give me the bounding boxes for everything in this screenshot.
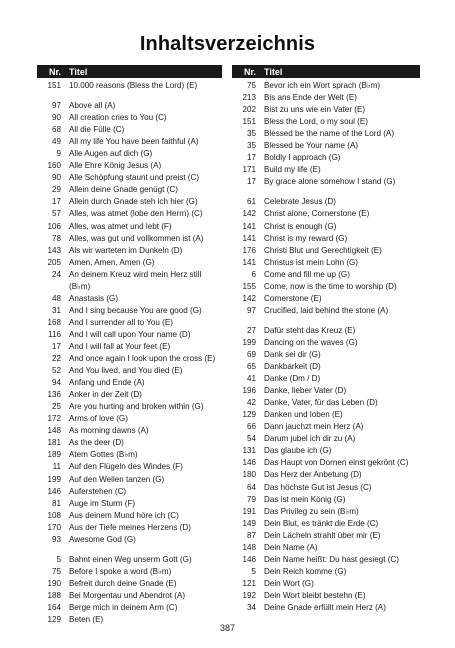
- toc-entry-number: 24: [51, 269, 61, 279]
- toc-entry: [232, 257, 420, 269]
- toc-entry-title: And I will call upon Your name (D): [69, 329, 191, 339]
- toc-entry-title: Das höchste Gut ist Jesus (C): [264, 482, 372, 492]
- toc-entry: [37, 305, 222, 317]
- toc-entry: [37, 510, 222, 522]
- toc-entry: [232, 445, 420, 457]
- toc-entry: [232, 482, 420, 494]
- toc-entry: [37, 522, 222, 534]
- toc-entry-number: 29: [51, 185, 61, 195]
- toc-entry: [232, 152, 420, 164]
- toc-entry-number: 121: [242, 578, 256, 588]
- toc-entry-number: 106: [47, 221, 61, 231]
- toc-entry: [37, 196, 222, 208]
- toc-entry-number: 75: [246, 81, 256, 90]
- toc-entry-title: And I will fall at Your feet (E): [69, 341, 171, 351]
- toc-entry-number: 148: [242, 542, 256, 552]
- header-titel: Titel: [69, 66, 88, 77]
- toc-entry: [232, 92, 420, 104]
- toc-entry: [37, 172, 222, 184]
- toc-entry-title: Christ is my reward (G): [264, 233, 348, 243]
- toc-entry-number: 131: [242, 446, 256, 456]
- toc-entry-number: 188: [47, 590, 61, 600]
- toc-entry-number: 129: [242, 410, 256, 420]
- toc-entry-title: Atem Gottes (B♭m): [69, 450, 138, 460]
- toc-entry-number: 61: [246, 197, 256, 207]
- toc-entry-title: Auge im Sturm (F): [69, 498, 136, 508]
- toc-entry-number: 87: [246, 530, 256, 540]
- toc-entry-title: Arms of love (G): [69, 414, 128, 424]
- toc-entry-title: Danken und loben (E): [264, 410, 343, 420]
- toc-entry: [37, 437, 222, 449]
- toc-entry-number: 17: [246, 153, 256, 163]
- toc-entry-number: 27: [246, 325, 256, 335]
- toc-entry-number: 146: [242, 458, 256, 468]
- toc-entry: [37, 474, 222, 486]
- toc-entry-title: Das ist mein König (G): [264, 494, 346, 504]
- toc-entry-title: Das Haupt von Dornen einst gekrönt (C): [264, 458, 409, 468]
- toc-entry-number: 190: [47, 578, 61, 588]
- toc-entry: [232, 233, 420, 245]
- toc-entry-title: And I sing because You are good (G): [69, 305, 202, 315]
- toc-entry-title: Alles, was atmet (lobe den Herrn) (C): [69, 209, 203, 219]
- toc-entry-number: 5: [56, 554, 61, 564]
- toc-entry-title: Auf den Wellen tanzen (G): [69, 474, 165, 484]
- toc-entry-title: Are you hurting and broken within (G): [69, 402, 204, 412]
- toc-entry: [232, 494, 420, 506]
- toc-entry-title: Anker in der Zeit (D): [69, 390, 142, 400]
- toc-entry: [232, 245, 420, 257]
- toc-entry-number: 202: [242, 105, 256, 115]
- toc-entry-title: Dein Name (A): [264, 542, 318, 552]
- toc-entry-number: 205: [47, 257, 61, 267]
- toc-entry: [232, 361, 420, 373]
- toc-entry-title: Alles, was atmet und lebt (F): [69, 221, 172, 231]
- toc-entry: [37, 100, 222, 112]
- toc-entry-title: Christi Blut und Gerechtigkeit (E): [264, 245, 382, 255]
- toc-entry: [232, 293, 420, 305]
- toc-entry: [37, 590, 222, 602]
- toc-entry-title: An deinem Kreuz wird mein Herz still (B♭m): [69, 269, 202, 291]
- toc-entry: [37, 353, 222, 365]
- toc-entry: [37, 365, 222, 377]
- toc-entry-title: Aus der Tiefe meines Herzens (D): [69, 522, 191, 532]
- toc-entry: [232, 566, 420, 578]
- toc-entry-title: Dein Lächeln strahlt über mir (E): [264, 530, 381, 540]
- toc-entry: [37, 498, 222, 510]
- toc-entry-number: 65: [246, 362, 256, 372]
- toc-entry-title: Christ is enough (G): [264, 221, 337, 231]
- toc-entry: [37, 184, 222, 196]
- toc-entry-number: 192: [242, 590, 256, 600]
- toc-entry: [232, 409, 420, 421]
- toc-entry: [232, 281, 420, 293]
- toc-entry: [37, 124, 222, 136]
- toc-entry: [232, 116, 420, 128]
- toc-entry-title: Above all (A): [69, 101, 116, 111]
- toc-entry-number: 68: [51, 125, 61, 135]
- toc-entry-title: All die Fülle (C): [69, 125, 125, 135]
- toc-entry: [232, 421, 420, 433]
- toc-entry-title: Berge mich in deinem Arm (C): [69, 602, 178, 612]
- toc-entry-number: 22: [51, 354, 61, 364]
- toc-entry: [37, 578, 222, 590]
- toc-entry-number: 151: [47, 81, 61, 90]
- toc-entry-number: 17: [51, 341, 61, 351]
- toc-entry-title: Alle Schöpfung staunt und preist (C): [69, 173, 200, 183]
- toc-entry-title: Das Privileg zu sein (B♭m): [264, 506, 359, 516]
- toc-entry-title: Come and fill me up (G): [264, 269, 350, 279]
- toc-entry: [232, 140, 420, 152]
- toc-entry-title: Aus deinem Mund höre ich (C): [69, 510, 179, 520]
- toc-entry: [37, 425, 222, 437]
- toc-entry-number: 181: [47, 438, 61, 448]
- toc-entry-number: 141: [242, 221, 256, 231]
- toc-entry-title: Blessed be Your name (A): [264, 141, 359, 151]
- toc-entry-number: 97: [246, 305, 256, 315]
- toc-entry-number: 6: [251, 269, 256, 279]
- toc-entry-title: Cornerstone (E): [264, 293, 322, 303]
- toc-entry-number: 142: [242, 293, 256, 303]
- toc-entry-number: 64: [246, 482, 256, 492]
- toc-entry-title: Boldly I approach (G): [264, 153, 341, 163]
- toc-entry-number: 142: [242, 209, 256, 219]
- toc-entry: [37, 221, 222, 233]
- toc-entry: [232, 578, 420, 590]
- toc-entry-number: 41: [246, 374, 256, 384]
- toc-entry: [37, 401, 222, 413]
- toc-entry-number: 31: [51, 305, 61, 315]
- toc-entry: [37, 389, 222, 401]
- toc-entry-title: Alle Augen auf dich (G): [69, 149, 153, 159]
- toc-entry: [37, 566, 222, 578]
- toc-entry-number: 35: [246, 129, 256, 139]
- toc-entry: [232, 457, 420, 469]
- toc-entry: [232, 554, 420, 566]
- toc-entry-number: 5: [251, 566, 256, 576]
- toc-list-right: [232, 80, 420, 614]
- toc-entry-title: Alle Ehre König Jesus (A): [69, 161, 162, 171]
- toc-entry: [37, 413, 222, 425]
- toc-entry-title: Anfang und Ende (A): [69, 378, 145, 388]
- toc-entry-number: 90: [51, 173, 61, 183]
- toc-entry: [37, 329, 222, 341]
- toc-entry-number: 52: [51, 366, 61, 376]
- toc-entry-title: Befreit durch deine Gnade (E): [69, 578, 177, 588]
- toc-entry-title: Bless the Lord, o my soul (E): [264, 117, 368, 127]
- toc-entry-number: 69: [246, 349, 256, 359]
- toc-entry-number: 79: [246, 494, 256, 504]
- toc-entry-number: 93: [51, 534, 61, 544]
- toc-entry-number: 81: [51, 498, 61, 508]
- toc-entry-number: 196: [242, 386, 256, 396]
- toc-entry-number: 180: [242, 470, 256, 480]
- toc-entry-number: 141: [242, 257, 256, 267]
- toc-entry-title: Alles, was gut und vollkommen ist (A): [69, 233, 204, 243]
- toc-entry-number: 171: [242, 165, 256, 175]
- toc-entry-number: 42: [246, 398, 256, 408]
- toc-entry-title: Bevor ich ein Wort sprach (B♭m): [264, 81, 381, 90]
- toc-entry-title: Dein Name heißt: Du hast gesiegt (C): [264, 554, 399, 564]
- toc-entry: [37, 245, 222, 257]
- toc-entry-title: Dein Wort (G): [264, 578, 314, 588]
- toc-column-right: [232, 65, 420, 614]
- toc-entry-title: Deine Gnade erfüllt mein Herz (A): [264, 602, 386, 612]
- toc-entry-number: 191: [242, 506, 256, 516]
- toc-entry-number: 75: [51, 566, 61, 576]
- toc-entry: [232, 590, 420, 602]
- toc-entry-title: Build my life (E): [264, 165, 321, 175]
- toc-entry-title: Awesome God (G): [69, 534, 136, 544]
- header-nr: Nr.: [243, 66, 256, 77]
- toc-entry-title: Beten (E): [69, 615, 104, 625]
- toc-entry: [37, 293, 222, 305]
- toc-entry: [37, 602, 222, 614]
- toc-entry-title: Bahnt einen Weg unserm Gott (G): [69, 554, 192, 564]
- toc-entry-title: Allein durch Gnade steh ich hier (G): [69, 197, 198, 207]
- toc-entry-title: Dankbarkeit (D): [264, 362, 321, 372]
- toc-entry-number: 172: [47, 414, 61, 424]
- toc-entry-title: Dann jauchzt mein Herz (A): [264, 422, 364, 432]
- toc-entry-number: 189: [47, 450, 61, 460]
- toc-entry: [232, 373, 420, 385]
- toc-entry-title: As the deer (D): [69, 438, 124, 448]
- toc-entry: [37, 148, 222, 160]
- toc-entry-number: 141: [242, 233, 256, 243]
- toc-entry: [37, 269, 222, 293]
- toc-entry-number: 78: [51, 233, 61, 243]
- toc-entry: [232, 104, 420, 116]
- toc-entry: [232, 269, 420, 281]
- toc-entry: [232, 208, 420, 220]
- toc-entry: [37, 80, 222, 92]
- toc-entry-title: Crucified, laid behind the stone (A): [264, 305, 389, 315]
- page-title: Inhaltsverzeichnis: [139, 33, 316, 55]
- page-number: 387: [219, 623, 236, 633]
- toc-entry-number: 146: [242, 554, 256, 564]
- toc-entry-title: Dein Wort bleibt bestehn (E): [264, 590, 366, 600]
- toc-entry-title: Dein Reich komme (G): [264, 566, 347, 576]
- toc-entry: [232, 80, 420, 92]
- toc-entry-number: 97: [51, 101, 61, 111]
- toc-entry-number: 160: [47, 161, 61, 171]
- toc-entry: [37, 554, 222, 566]
- toc-entry: [37, 486, 222, 498]
- toc-entry-title: Allein deine Gnade genügt (C): [69, 185, 178, 195]
- toc-entry-title: Anastasis (G): [69, 293, 119, 303]
- toc-entry: [232, 506, 420, 518]
- toc-entry-title: Das glaube ich (G): [264, 446, 332, 456]
- toc-entry: [37, 317, 222, 329]
- toc-entry-title: Bist zu uns wie ein Vater (E): [264, 105, 366, 115]
- toc-entry-title: Auferstehen (C): [69, 486, 127, 496]
- toc-entry-title: Danke (Dm / D): [264, 374, 321, 384]
- header-titel: Titel: [264, 66, 283, 77]
- toc-entry-title: Christ alone, Cornerstone (E): [264, 209, 370, 219]
- toc-entry-number: 57: [51, 209, 61, 219]
- toc-entry: [37, 112, 222, 124]
- column-header: [37, 65, 222, 78]
- toc-entry-number: 213: [242, 93, 256, 103]
- toc-entry-number: 148: [47, 426, 61, 436]
- toc-entry-title: Dein Blut, es tränkt die Erde (C): [264, 518, 379, 528]
- toc-entry-number: 66: [246, 422, 256, 432]
- toc-entry: [232, 128, 420, 140]
- toc-entry: [232, 542, 420, 554]
- toc-entry-number: 199: [242, 337, 256, 347]
- toc-entry-title: By grace alone somehow I stand (G): [264, 177, 396, 187]
- toc-entry-number: 34: [246, 602, 256, 612]
- toc-entry: [232, 337, 420, 349]
- toc-entry-title: Celebrate Jesus (D): [264, 197, 336, 207]
- toc-entry-title: Before I spoke a word (B♭m): [69, 566, 172, 576]
- toc-entry: [37, 341, 222, 353]
- toc-entry: [232, 397, 420, 409]
- toc-entry-title: Bei Morgentau und Abendrot (A): [69, 590, 186, 600]
- toc-entry: [37, 233, 222, 245]
- toc-entry: [37, 534, 222, 546]
- toc-column-left: [37, 65, 222, 626]
- toc-entry-title: Blessed be the name of the Lord (A): [264, 129, 395, 139]
- toc-entry-number: 176: [242, 245, 256, 255]
- toc-entry: [37, 257, 222, 269]
- toc-entry-number: 116: [48, 329, 61, 339]
- toc-entry-title: And You lived, and You died (E): [69, 366, 183, 376]
- toc-entry: [232, 385, 420, 397]
- toc-entry-title: Come, now is the time to worship (D): [264, 281, 397, 291]
- toc-entry-title: And once again I look upon the cross (E): [69, 354, 216, 364]
- toc-entry-number: 48: [51, 293, 61, 303]
- toc-entry: [232, 433, 420, 445]
- toc-entry: [232, 164, 420, 176]
- toc-entry-title: Auf den Flügeln des Windes (F): [69, 462, 183, 472]
- toc-entry-number: 199: [47, 474, 61, 484]
- toc-entry: [232, 325, 420, 337]
- toc-entry-number: 136: [47, 390, 61, 400]
- toc-entry-number: 90: [51, 113, 61, 123]
- toc-entry-title: Das Herz der Anbetung (D): [264, 470, 362, 480]
- toc-entry: [37, 136, 222, 148]
- toc-entry-title: Dancing on the waves (G): [264, 337, 358, 347]
- toc-entry: [232, 349, 420, 361]
- toc-entry-number: 25: [51, 402, 61, 412]
- toc-entry-number: 155: [242, 281, 256, 291]
- column-header: [232, 65, 420, 78]
- toc-entry-number: 168: [47, 317, 61, 327]
- toc-entry-title: Dafür steht das Kreuz (E): [264, 325, 356, 335]
- toc-entry-number: 164: [47, 602, 61, 612]
- toc-entry: [232, 221, 420, 233]
- toc-entry: [37, 461, 222, 473]
- toc-entry: [232, 602, 420, 614]
- toc-entry: [37, 449, 222, 461]
- toc-entry-number: 151: [242, 117, 256, 127]
- toc-entry-number: 143: [47, 245, 61, 255]
- toc-entry-title: Bis ans Ende der Welt (E): [264, 93, 357, 103]
- toc-entry-title: All my life You have been faithful (A): [69, 137, 199, 147]
- toc-entry: [232, 196, 420, 208]
- toc-entry-number: 49: [51, 137, 61, 147]
- toc-entry-number: 170: [47, 522, 61, 532]
- toc-entry: [232, 305, 420, 317]
- toc-entry-title: Als wir warteten im Dunkeln (D): [69, 245, 183, 255]
- toc-entry-title: And I surrender all to You (E): [69, 317, 173, 327]
- toc-entry: [232, 518, 420, 530]
- toc-entry-title: Dank sei dir (G): [264, 349, 321, 359]
- toc-entry-number: 9: [56, 149, 61, 159]
- toc-entry-title: Danke, lieber Vater (D): [264, 386, 347, 396]
- toc-entry-number: 17: [246, 177, 256, 187]
- toc-entry-number: 94: [51, 378, 61, 388]
- toc-entry: [37, 208, 222, 220]
- toc-entry-title: Darum jubel ich dir zu (A): [264, 434, 356, 444]
- toc-entry-title: 10.000 reasons (Bless the Lord) (E): [69, 81, 198, 90]
- toc-entry-number: 11: [52, 462, 61, 472]
- toc-entry-number: 17: [51, 197, 61, 207]
- toc-entry-number: 108: [47, 510, 61, 520]
- toc-entry-title: Danke, Vater, für das Leben (D): [264, 398, 378, 408]
- toc-entry: [232, 530, 420, 542]
- toc-entry-number: 146: [47, 486, 61, 496]
- toc-entry: [232, 176, 420, 188]
- toc-entry-number: 54: [246, 434, 256, 444]
- header-nr: Nr.: [48, 66, 61, 77]
- toc-entry: [232, 469, 420, 481]
- toc-entry-number: 129: [47, 615, 61, 625]
- toc-entry: [37, 160, 222, 172]
- toc-entry-title: All creation cries to You (C): [69, 113, 167, 123]
- toc-entry-number: 149: [242, 518, 256, 528]
- toc-entry-number: 35: [246, 141, 256, 151]
- toc-list-left: [37, 80, 222, 626]
- toc-entry-title: As morning dawns (A): [69, 426, 149, 436]
- toc-entry: [37, 377, 222, 389]
- toc-entry-title: Amen, Amen, Amen (G): [69, 257, 155, 267]
- toc-entry-title: Christus ist mein Lohn (G): [264, 257, 359, 267]
